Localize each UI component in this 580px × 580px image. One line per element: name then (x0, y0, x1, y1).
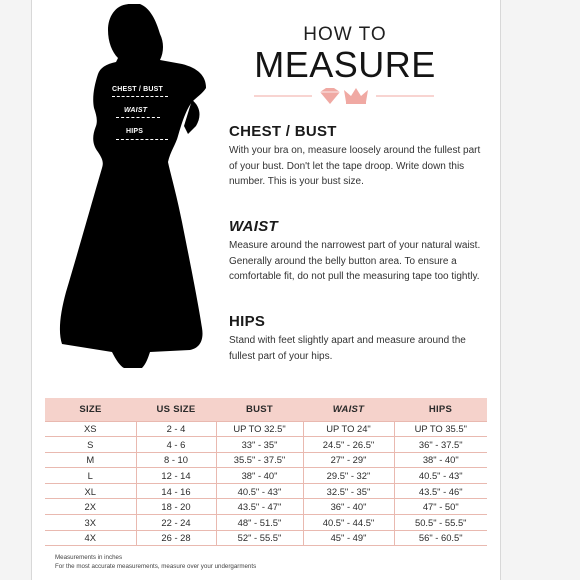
cell-size: 4X (45, 530, 136, 546)
header-bust: BUST (216, 398, 303, 421)
notes (55, 553, 256, 571)
cell-waist: 27" - 29" (303, 452, 394, 468)
note-tip: For the most accurate measurements, measure over your undergarments (55, 563, 257, 570)
cell-hips: 50.5" - 55.5" (394, 515, 487, 531)
cell-bust: 40.5" - 43" (216, 483, 303, 499)
cell-hips: 43.5" - 46" (394, 483, 487, 499)
cell-size: L (45, 468, 136, 484)
cell-hips: 47" - 50" (394, 499, 487, 515)
cell-hips: 40.5" - 43" (394, 468, 487, 484)
cell-us-size: 14 - 16 (136, 483, 216, 499)
header-us-size: US SIZE (136, 398, 216, 421)
cell-bust: 48" - 51.5" (216, 515, 303, 531)
header-waist: WAIST (303, 398, 394, 421)
table-row (45, 483, 487, 499)
cell-bust: 52" - 55.5" (216, 530, 303, 546)
title-decoration (254, 84, 434, 108)
title-line-1: HOW TO (303, 24, 387, 45)
table-row (45, 515, 487, 531)
cell-bust: 43.5" - 47" (216, 499, 303, 515)
cell-bust: UP TO 32.5" (216, 421, 303, 437)
cell-us-size: 22 - 24 (136, 515, 216, 531)
figure-label-waist: WAIST (124, 107, 148, 114)
title-line-2: MEASURE (254, 44, 436, 85)
page-title (250, 24, 440, 84)
table-row (45, 499, 487, 515)
table-row (45, 468, 487, 484)
cell-us-size: 8 - 10 (136, 452, 216, 468)
cell-waist: 32.5" - 35" (303, 483, 394, 499)
crown-icon (344, 88, 368, 104)
chest-measure-line (112, 96, 168, 97)
cell-waist: UP TO 24" (303, 421, 394, 437)
cell-waist: 45" - 49" (303, 530, 394, 546)
cell-hips: 36" - 37.5" (394, 437, 487, 453)
cell-us-size: 26 - 28 (136, 530, 216, 546)
table-row (45, 452, 487, 468)
section-body-chest: With your bra on, measure loosely around the fullest part of your bust. Don't let the tape droop. Write down this number. This is your bust size. (229, 145, 481, 187)
table-header-row (45, 398, 487, 421)
header-size: SIZE (45, 398, 136, 421)
waist-measure-line (116, 117, 160, 118)
cell-hips: 38" - 40" (394, 452, 487, 468)
right-frame (500, 0, 580, 580)
note-units: Measurements in inches (55, 554, 123, 561)
cell-size: XS (45, 421, 136, 437)
table-body (45, 421, 487, 546)
size-table (45, 398, 487, 546)
section-body-waist: Measure around the narrowest part of your natural waist. Generally around the belly button area. To ensure a comfortable fit, do not pull the measuring tape too tightly. (229, 240, 481, 282)
cell-waist: 40.5" - 44.5" (303, 515, 394, 531)
cell-waist: 36" - 40" (303, 499, 394, 515)
diamond-icon (320, 88, 340, 104)
header-hips: HIPS (394, 398, 487, 421)
cell-size: 3X (45, 515, 136, 531)
cell-size: 2X (45, 499, 136, 515)
size-chart (45, 398, 487, 546)
cell-bust: 35.5" - 37.5" (216, 452, 303, 468)
cell-hips: UP TO 35.5" (394, 421, 487, 437)
figure-label-chest: CHEST / BUST (112, 86, 164, 93)
cell-waist: 29.5" - 32" (303, 468, 394, 484)
left-frame (0, 0, 32, 580)
section-title-chest: CHEST / BUST (229, 123, 337, 140)
table-row (45, 530, 487, 546)
cell-us-size: 18 - 20 (136, 499, 216, 515)
table-row (45, 437, 487, 453)
cell-waist: 24.5" - 26.5" (303, 437, 394, 453)
section-title-waist: WAIST (229, 218, 278, 235)
cell-us-size: 2 - 4 (136, 421, 216, 437)
table-row (45, 421, 487, 437)
figure-label-hips: HIPS (126, 128, 144, 135)
section-title-hips: HIPS (229, 313, 266, 330)
hips-measure-line (116, 139, 168, 140)
cell-us-size: 4 - 6 (136, 437, 216, 453)
cell-bust: 33" - 35" (216, 437, 303, 453)
cell-us-size: 12 - 14 (136, 468, 216, 484)
cell-bust: 38" - 40" (216, 468, 303, 484)
woman-silhouette (52, 2, 222, 382)
cell-size: S (45, 437, 136, 453)
cell-size: XL (45, 483, 136, 499)
cell-hips: 56" - 60.5" (394, 530, 487, 546)
cell-size: M (45, 452, 136, 468)
section-body-hips: Stand with feet slightly apart and measure around the fullest part of your hips. (229, 335, 466, 362)
